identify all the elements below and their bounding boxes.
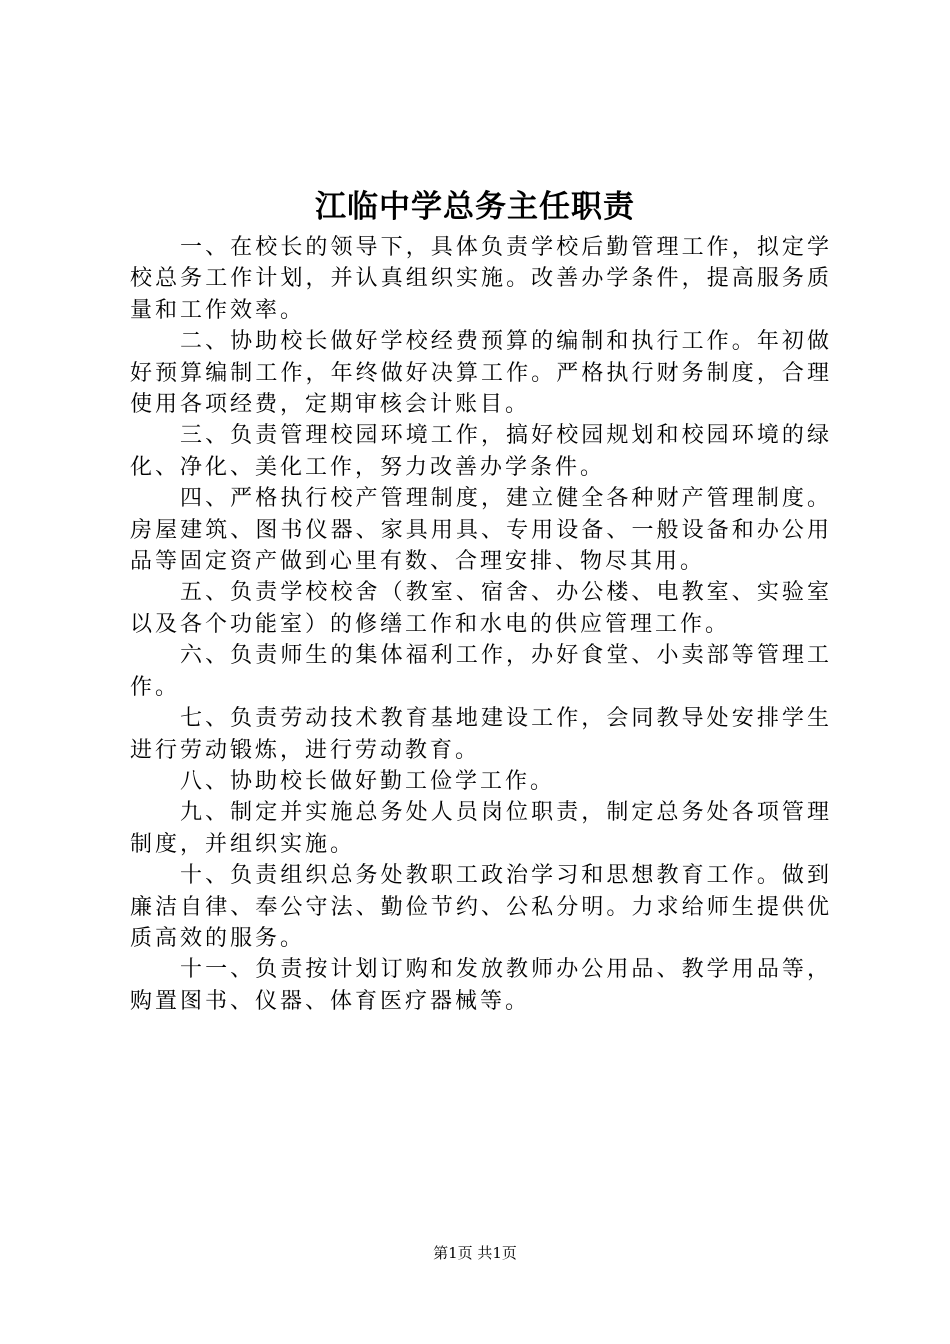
paragraph-7: 七、负责劳动技术教育基地建设工作，会同教导处安排学生进行劳动锻炼，进行劳动教育。 (130, 706, 832, 763)
paragraph-8: 八、协助校长做好勤工俭学工作。 (180, 768, 556, 794)
paragraph-2: 二、协助校长做好学校经费预算的编制和执行工作。年初做好预算编制工作，年终做好决算工作。严格执行财务制度，合理使用各项经费，定期审核会计账目。 (130, 329, 832, 418)
paragraph-4: 四、严格执行校产管理制度，建立健全各种财产管理制度。房屋建筑、图书仪器、家具用具、专用设备、一般设备和办公用品等固定资产做到心里有数、合理安排、物尽其用。 (130, 486, 832, 575)
paragraph-3: 三、负责管理校园环境工作，搞好校园规划和校园环境的绿化、净化、美化工作，努力改善办学条件。 (130, 423, 832, 480)
paragraph-6: 六、负责师生的集体福利工作，办好食堂、小卖部等管理工作。 (130, 643, 832, 700)
paragraph-5: 五、负责学校校舍（教室、宿舍、办公楼、电教室、实验室以及各个功能室）的修缮工作和水电的供应管理工作。 (130, 580, 832, 637)
document-body (130, 232, 832, 1017)
paragraph-10: 十、负责组织总务处教职工政治学习和思想教育工作。做到廉洁自律、奉公守法、勤俭节约、公私分明。力求给师生提供优质高效的服务。 (130, 863, 832, 951)
paragraph-1: 一、在校长的领导下，具体负责学校后勤管理工作，拟定学校总务工作计划，并认真组织实施。改善办学条件，提高服务质量和工作效率。 (130, 235, 832, 323)
page-number-footer: 第1页 共1页 (433, 1244, 517, 1262)
paragraph-9: 九、制定并实施总务处人员岗位职责，制定总务处各项管理制度，并组织实施。 (130, 800, 832, 857)
document-title: 江临中学总务主任职责 (315, 189, 635, 225)
paragraph-11: 十一、负责按计划订购和发放教师办公用品、教学用品等，购置图书、仪器、体育医疗器械等。 (130, 957, 832, 1014)
